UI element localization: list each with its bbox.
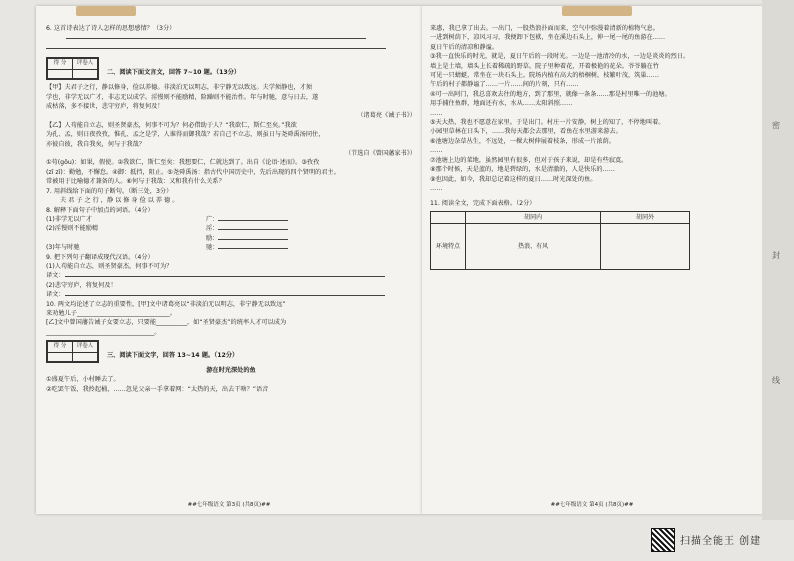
margin-char: 封 bbox=[772, 251, 780, 260]
table-cell: 热浪、有风 bbox=[466, 224, 601, 270]
essay-line: ②吃罢午饭，我拎起桶，……忽见父亲一手拿着网：“太热的天，出去干啥？”语音 bbox=[46, 385, 269, 393]
q9-label: 译文： bbox=[46, 291, 65, 299]
yi-line: 亦彼自彼，我自我矣，何与于我哉？ bbox=[46, 140, 145, 148]
score-box bbox=[46, 57, 99, 79]
essay-line: 小园里草林在日头下，……我每天都会去那里，看鱼在水里游来游去。 bbox=[430, 128, 622, 136]
note-line: 常被用于比喻德才兼备的人。⑥何与于我哉：又和我有什么关系？ bbox=[46, 178, 225, 186]
essay-line: 来惠，我已拿了出去。一出门，一股热浪扑面而来，空气中弥漫着清新的植物气息。 bbox=[430, 25, 659, 32]
q8-item: (2)淫慢则不能励精 bbox=[46, 225, 99, 233]
question-6: 6. 这首诗表达了诗人怎样的思想感情？（3分） bbox=[46, 25, 176, 32]
yi-line: 为孔、孟，则日夜孜孜，惟孔、孟之是学，人谁得而御我哉？若自己不立志，则虽日与尧舜禹汤同住， bbox=[46, 131, 325, 139]
grader-label: 评卷人 bbox=[73, 59, 98, 69]
essay-line: 可见一只蜻蜓，常坐在一块石头上。院场内植有高大的梧桐树，枝繁叶茂，筑巢…… bbox=[430, 72, 659, 80]
margin-char: 线 bbox=[772, 376, 780, 385]
page-4 bbox=[422, 6, 762, 514]
score-box bbox=[46, 340, 99, 362]
essay-line: ⑧那个时候，天是蓝的，地是碧绿的，水是清澈的，人是快乐的…… bbox=[430, 166, 615, 174]
scanner-watermark: 扫描全能王 创建 bbox=[680, 536, 762, 547]
essay-line: …… bbox=[430, 109, 443, 117]
jia-line: 成枯落，多不接世，悲守穷庐，将复何及！ bbox=[46, 103, 164, 111]
table-row-label: 环境特点 bbox=[431, 224, 466, 270]
essay-line: ⑦池塘上边的菜地，虽然园里有很多，但对于孩子来说，却是有些寂寞。 bbox=[430, 156, 628, 164]
score-label: 得 分 bbox=[48, 342, 73, 352]
essay-line: ①盛夏午后，小村睡去了。 bbox=[46, 376, 120, 384]
section-2-title: 二、阅读下面文言文，回答 7~10 题。（13分） bbox=[106, 68, 241, 76]
q9-item: (1)人苟能自立志，则圣贤豪杰，何事不可为？ bbox=[46, 262, 173, 270]
essay-line: ⑨也因此，如今，我却总记着这样的夏日……时光深处的鱼。 bbox=[430, 175, 597, 183]
essay-line: …… bbox=[430, 184, 443, 192]
question-7: 7. 用斜线给下面的句子断句。（断三处，3分） bbox=[46, 187, 173, 195]
essay-title: 游在时光深处的鱼 bbox=[206, 367, 256, 374]
right-column bbox=[430, 24, 756, 270]
essay-line: 用手捕住鱼群，地面还有水，水从……太阳斜照…… bbox=[430, 100, 573, 108]
table-cell-empty[interactable] bbox=[601, 224, 690, 270]
essay-line: 午后的村子都静谧了……一片……间的片刻，只有…… bbox=[430, 81, 579, 89]
qr-code-icon bbox=[651, 528, 675, 552]
essay-line: ⑤天大热，我也不愿意在家里。于是出门。村庄一片安静，树上的知了，不停地叫着。 bbox=[430, 119, 665, 127]
comparison-table bbox=[430, 211, 690, 270]
jia-source: （诸葛亮《诫子书》） bbox=[357, 112, 416, 120]
essay-line: ④可一出阿门，我总喜欢去往的地方，到了那里，就像一条条……那是村里唯一的池塘。 bbox=[430, 90, 671, 98]
score-label: 得 分 bbox=[48, 59, 73, 69]
q8-item: (1)非学无以广才 bbox=[46, 215, 92, 223]
section-2-header bbox=[46, 57, 416, 83]
q8-item: (3)年与时驰 bbox=[46, 244, 80, 252]
question-11: 11. 阅读全文，完成下面表格。（2分） bbox=[430, 200, 536, 208]
q10-line: 10. 两文均论述了立志的重要性，[甲]文中诸葛亮以“非淡泊无以明志，非宁静无以致远” bbox=[46, 300, 286, 308]
grader-label: 评卷人 bbox=[73, 342, 98, 352]
jia-line: 【甲】夫君子之行，静以修身，俭以养德。非淡泊无以明志，非宁静无以致远。夫学须静也，才须 bbox=[46, 84, 313, 92]
q10-line: 来劝勉儿子______________________________。 bbox=[46, 309, 176, 317]
page-footer: ##七年级语文 第4页 (共8页)## bbox=[550, 502, 634, 508]
question-7-text: 夫 君 子 之 行 ，静 以 修 身 俭 以 养 德 。 bbox=[60, 197, 179, 205]
tape-strip bbox=[562, 6, 632, 16]
yi-source: （节选自《曾国藩家书》） bbox=[344, 150, 416, 158]
q8-blank: 驰： bbox=[206, 244, 219, 252]
essay-line: 墙上是土墙，墙头上长着稀疏的野草。院子里种着花，开着极艳的花朵。爷爷躺在竹 bbox=[430, 62, 659, 70]
essay-line: 一进到树荫下，凉风习习，我便卸下包袱，坐在溪边石头上，伸一尾一尾的鱼游在…… bbox=[430, 34, 666, 42]
jia-line: 学也，非学无以广才，非志无以成学。淫慢则不能励精，险躁则不能治性。年与时驰，意与日去，遂 bbox=[46, 93, 319, 101]
margin-char: 密 bbox=[772, 121, 780, 130]
essay-line: 夏日午后的清凉和静谧。 bbox=[430, 43, 499, 51]
table-header: 胡同外 bbox=[601, 211, 690, 223]
essay-line: …… bbox=[430, 147, 443, 155]
page-footer: ##七年级语文 第3页 (共8页)## bbox=[187, 502, 271, 508]
note-line: ①苟(gǒu)：如果，假使。②我欲仁，斯仁至矣：我想要仁，仁就达到了。出自《论语·述而》。③孜孜 bbox=[46, 159, 320, 167]
note-line: (zī zī)：勤勉，不懈怠。④御：抵挡，阻止。⑤尧舜禹汤：指古代中国历史中，先后出现的四个贤明的君主。 bbox=[46, 168, 340, 176]
essay-line: ③我一直快乐的时光，就是，夏日午后的一段时光。一边是一池清冷的水，一边是炎炎的烈日。 bbox=[430, 53, 690, 61]
q9-item: (2)悲守穷庐，将复何及！ bbox=[46, 281, 117, 289]
tape-strip bbox=[76, 6, 136, 16]
question-9: 9. 把下列句子翻译成现代汉语。（4分） bbox=[46, 253, 154, 261]
q8-blank: 励： bbox=[206, 234, 219, 242]
question-8: 8. 解释下面句子中加点的词语。（4分） bbox=[46, 206, 154, 214]
section-3-header bbox=[46, 340, 416, 366]
q10-line: ___________________________________。 bbox=[46, 328, 161, 336]
page-3 bbox=[36, 6, 422, 514]
yi-line: 【乙】人苟能自立志，则圣贤豪杰，何事不可为？何必借助于人？“我欲仁，斯仁至矣。”我欲 bbox=[46, 121, 297, 129]
table-header: 胡同内 bbox=[466, 211, 601, 223]
q8-blank: 淫： bbox=[206, 225, 219, 233]
section-3-title: 三、阅读下面文字，回答 13~14 题。（12分） bbox=[106, 351, 239, 359]
q9-label: 译文： bbox=[46, 272, 65, 280]
essay-line: ⑥池塘边杂草丛生，不远处，一棵大树伸展着枝条，形成一片浓荫。 bbox=[430, 137, 615, 145]
binding-margin bbox=[762, 0, 794, 520]
q8-blank: 广： bbox=[206, 215, 219, 223]
q10-line: [乙]文中曾国藩告诫子女要立志，只要能__________，如“圣贤豪杰”的统率人才可以成为 bbox=[46, 319, 287, 327]
left-column bbox=[46, 24, 416, 394]
